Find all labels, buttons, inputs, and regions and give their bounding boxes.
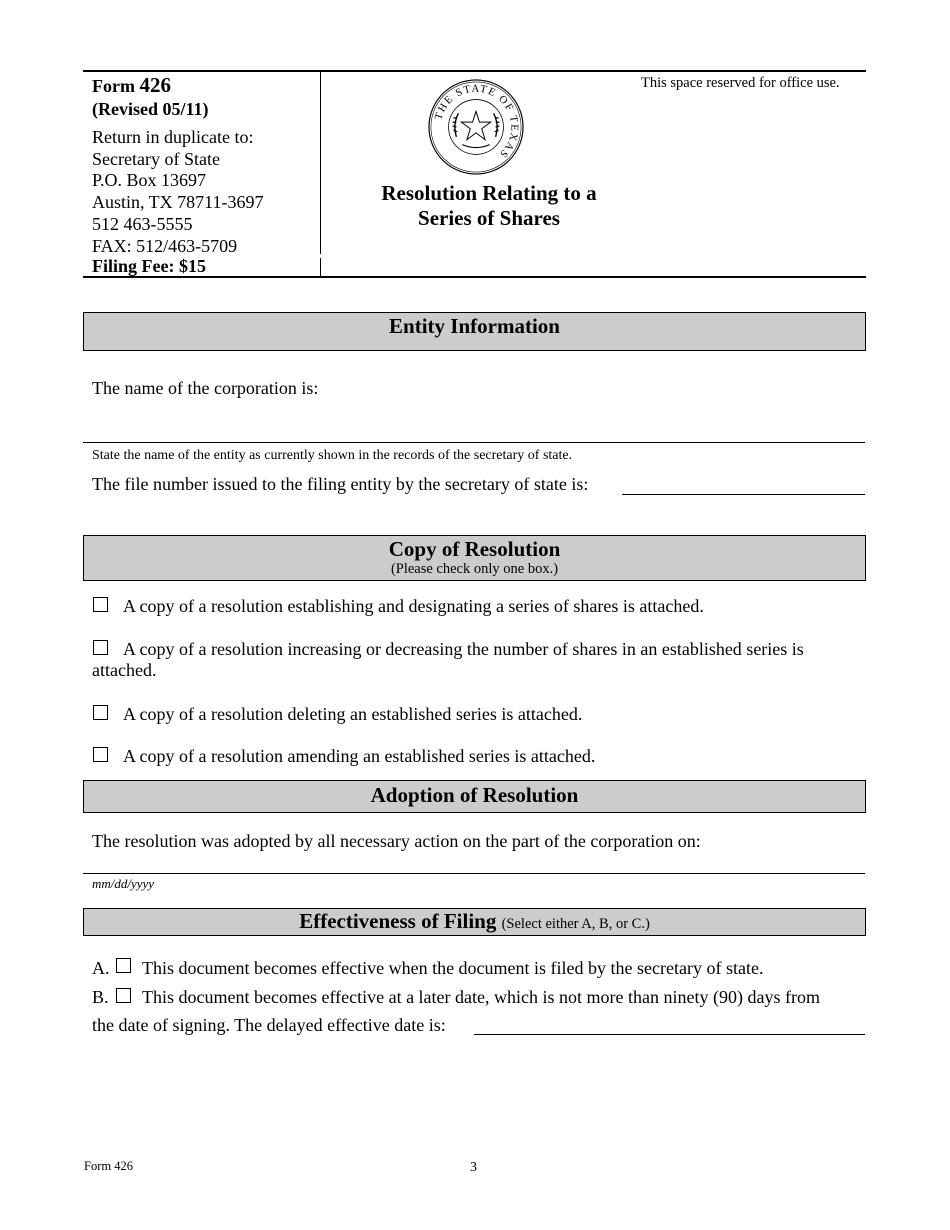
option-a-letter: A.	[92, 958, 110, 978]
establish-series-checkbox[interactable]	[93, 597, 108, 612]
delayed-effective-checkbox[interactable]	[116, 988, 131, 1003]
title-line-2: Series of Shares	[418, 206, 560, 230]
texas-state-seal-icon	[427, 78, 525, 176]
form-label: Form	[92, 76, 135, 96]
date-format-hint: mm/dd/yyyy	[92, 876, 155, 891]
delayed-effective-label-cont: the date of signing. The delayed effective date is:	[92, 1015, 446, 1035]
section-heading: Adoption of Resolution	[370, 783, 579, 807]
return-line: Secretary of State	[92, 148, 220, 169]
return-address	[92, 127, 264, 257]
increase-decrease-series-label: A copy of a resolution increasing or decreasing the number of shares in an established series is	[123, 639, 804, 659]
section-heading: Entity Information	[389, 314, 560, 338]
header-top-rule	[83, 70, 866, 72]
section-subheading: (Please check only one box.)	[390, 561, 559, 577]
corporation-name-field[interactable]	[83, 442, 865, 443]
page-number: 3	[470, 1160, 477, 1175]
form-number: 426	[139, 73, 171, 97]
footer-form-reference: Form 426	[84, 1159, 133, 1173]
effective-on-filing-checkbox[interactable]	[116, 958, 131, 973]
filing-fee: Filing Fee: $15	[92, 256, 206, 276]
form-revised: (Revised 05/11)	[92, 99, 209, 119]
return-line: Austin, TX 78711-3697	[92, 192, 264, 213]
seal-text: THE STATE OF TEXAS	[432, 82, 521, 161]
amend-series-label: A copy of a resolution amending an established series is attached.	[123, 746, 596, 766]
document-title	[360, 181, 618, 231]
delete-series-checkbox[interactable]	[93, 705, 108, 720]
header-divider-gap	[318, 254, 323, 258]
section-heading: Effectiveness of Filing	[299, 909, 497, 933]
option-b-letter: B.	[92, 987, 109, 1007]
title-line-1: Resolution Relating to a	[381, 181, 597, 205]
return-line: Return in duplicate to:	[92, 127, 254, 147]
return-line: 512 463-5555	[92, 213, 193, 234]
header-divider	[320, 71, 321, 276]
return-line: P.O. Box 13697	[92, 170, 207, 191]
corporation-name-instruction: State the name of the entity as currently shown in the records of the secretary of state.	[92, 448, 573, 463]
delete-series-label: A copy of a resolution deleting an established series is attached.	[123, 704, 583, 724]
effective-on-filing-label: This document becomes effective when the document is filed by the secretary of state.	[142, 958, 764, 978]
corporation-name-label: The name of the corporation is:	[92, 378, 319, 398]
file-number-field[interactable]	[622, 494, 865, 495]
adoption-date-label: The resolution was adopted by all necessary action on the part of the corporation on:	[92, 831, 701, 851]
adoption-of-resolution-header	[83, 780, 866, 813]
increase-decrease-series-label-cont: attached.	[92, 660, 157, 680]
delayed-effective-date-field[interactable]	[474, 1034, 865, 1035]
office-use-note: This space reserved for office use.	[641, 75, 840, 91]
entity-information-header	[83, 312, 866, 351]
section-heading-note: (Select either A, B, or C.)	[501, 916, 650, 932]
copy-of-resolution-header	[83, 535, 866, 581]
amend-series-checkbox[interactable]	[93, 747, 108, 762]
return-line: FAX: 512/463-5709	[92, 235, 238, 256]
delayed-effective-label: This document becomes effective at a later date, which is not more than ninety (90) days from	[142, 987, 820, 1007]
effectiveness-of-filing-header	[83, 908, 866, 936]
adoption-date-field[interactable]	[83, 873, 865, 874]
establish-series-label: A copy of a resolution establishing and designating a series of shares is attached.	[123, 596, 704, 616]
section-heading: Copy of Resolution	[388, 537, 561, 561]
form-number-title	[92, 74, 171, 97]
increase-decrease-series-checkbox[interactable]	[93, 640, 108, 655]
file-number-label: The file number issued to the filing entity by the secretary of state is:	[92, 474, 589, 494]
